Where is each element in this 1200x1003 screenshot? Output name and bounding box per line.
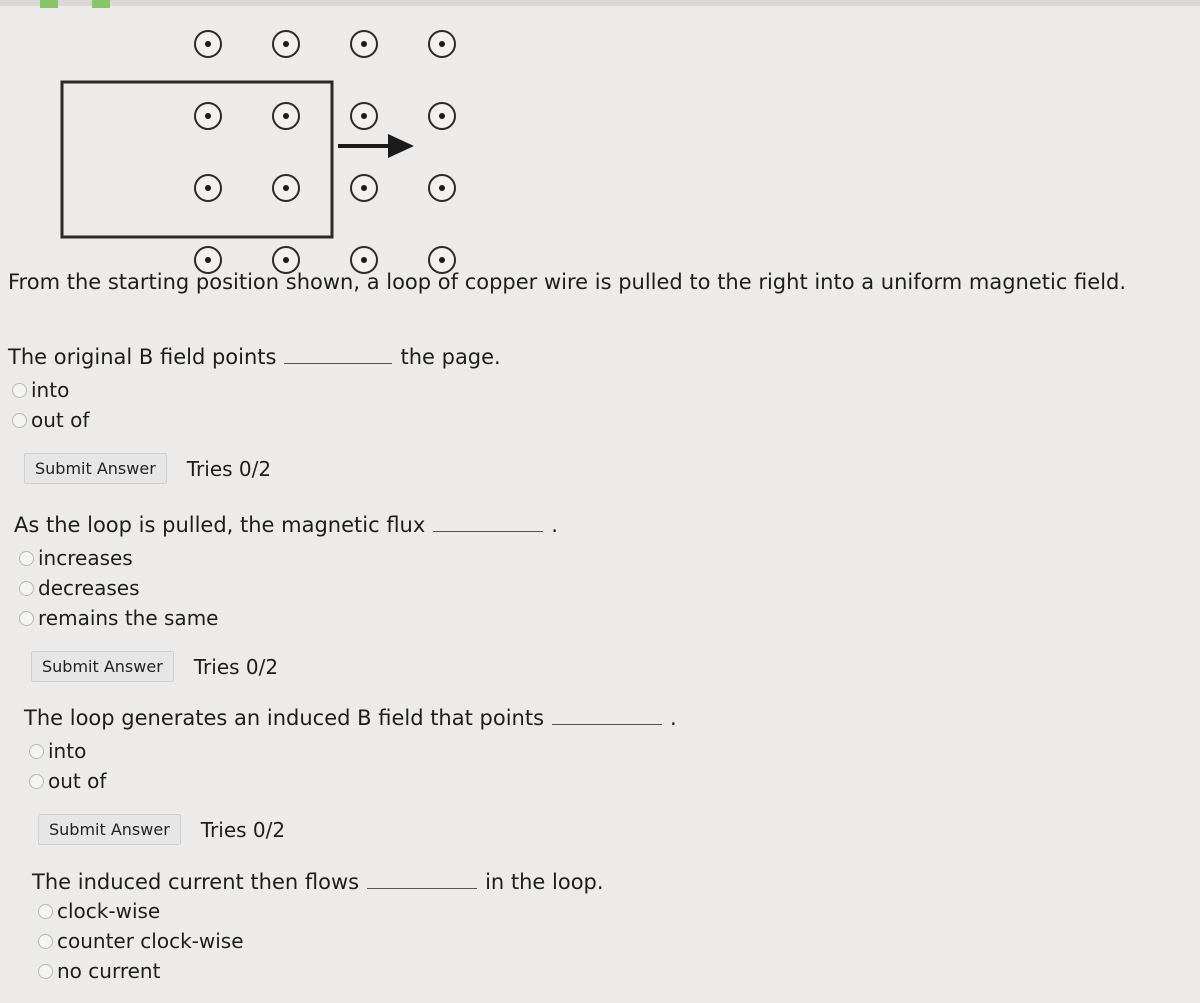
submit-row [31, 651, 558, 682]
radio-button[interactable] [38, 904, 53, 919]
question-prompt [24, 706, 677, 730]
prompt-after: the page. [400, 345, 501, 369]
prompt-after: in the loop. [485, 870, 604, 894]
option-label: into [31, 378, 70, 402]
radio-button[interactable] [19, 611, 34, 626]
radio-button[interactable] [38, 964, 53, 979]
radio-button[interactable] [12, 413, 27, 428]
option-out-of[interactable] [29, 766, 677, 796]
question-prompt [14, 513, 558, 537]
question-3 [24, 706, 677, 845]
field-dot-icon [439, 113, 445, 119]
radio-button[interactable] [19, 551, 34, 566]
prompt-before: The original B field points [8, 345, 277, 369]
answer-blank [433, 530, 543, 532]
radio-button[interactable] [12, 383, 27, 398]
option-label: decreases [38, 576, 140, 600]
question-2 [14, 513, 558, 682]
options [19, 543, 558, 633]
field-dot-icon [283, 257, 289, 263]
submit-row [24, 453, 501, 484]
options [29, 736, 677, 796]
field-dot-icon [361, 113, 367, 119]
option-label: clock-wise [57, 899, 161, 923]
tab-marker [92, 0, 110, 8]
question-4 [32, 870, 604, 986]
field-dot-icon [361, 185, 367, 191]
option-label: remains the same [38, 606, 219, 630]
field-dot-icon [205, 41, 211, 47]
question-1 [8, 345, 501, 484]
option-remains-the-same[interactable] [19, 603, 558, 633]
prompt-before: The loop generates an induced B field that points [24, 706, 545, 730]
field-dot-icon [205, 113, 211, 119]
prompt-after: . [551, 513, 558, 537]
option-into[interactable] [12, 375, 501, 405]
option-increases[interactable] [19, 543, 558, 573]
option-label: into [48, 739, 87, 763]
tries-counter: Tries 0/2 [186, 456, 272, 481]
option-counter-clock-wise[interactable] [38, 926, 604, 956]
prompt-before: As the loop is pulled, the magnetic flux [14, 513, 426, 537]
magnetic-field-figure [40, 10, 480, 280]
option-clock-wise[interactable] [38, 896, 604, 926]
answer-blank [284, 362, 392, 364]
options [12, 375, 501, 435]
field-dot-icon [205, 185, 211, 191]
field-dot-icon [439, 257, 445, 263]
submit-answer-button[interactable]: Submit Answer [24, 453, 167, 484]
field-dot-icon [283, 41, 289, 47]
field-dot-icon [361, 41, 367, 47]
submit-row [38, 814, 677, 845]
question-prompt [8, 345, 501, 369]
radio-button[interactable] [29, 774, 44, 789]
prompt-before: The induced current then flows [32, 870, 360, 894]
option-no-current[interactable] [38, 956, 604, 986]
field-dot-icon [205, 257, 211, 263]
field-dot-icon [439, 41, 445, 47]
options [38, 896, 604, 986]
top-strip [0, 0, 1200, 6]
motion-arrow-head [388, 134, 414, 158]
prompt-after: . [670, 706, 677, 730]
tab-marker [40, 0, 58, 8]
field-dot-icon [283, 185, 289, 191]
answer-blank [552, 723, 662, 725]
radio-button[interactable] [19, 581, 34, 596]
submit-answer-button[interactable]: Submit Answer [31, 651, 174, 682]
option-decreases[interactable] [19, 573, 558, 603]
answer-blank [367, 887, 477, 889]
option-label: out of [48, 769, 107, 793]
question-prompt [32, 870, 604, 894]
intro-text: From the starting position shown, a loop of copper wire is pulled to the right into a uniform magnetic field. [8, 270, 1127, 294]
radio-button[interactable] [29, 744, 44, 759]
option-into[interactable] [29, 736, 677, 766]
option-label: increases [38, 546, 133, 570]
option-label: counter clock-wise [57, 929, 244, 953]
field-dot-icon [439, 185, 445, 191]
radio-button[interactable] [38, 934, 53, 949]
tries-counter: Tries 0/2 [200, 817, 286, 842]
submit-answer-button[interactable]: Submit Answer [38, 814, 181, 845]
tries-counter: Tries 0/2 [193, 654, 279, 679]
field-dot-icon [361, 257, 367, 263]
option-out-of[interactable] [12, 405, 501, 435]
option-label: no current [57, 959, 161, 983]
field-dot-icon [283, 113, 289, 119]
option-label: out of [31, 408, 90, 432]
